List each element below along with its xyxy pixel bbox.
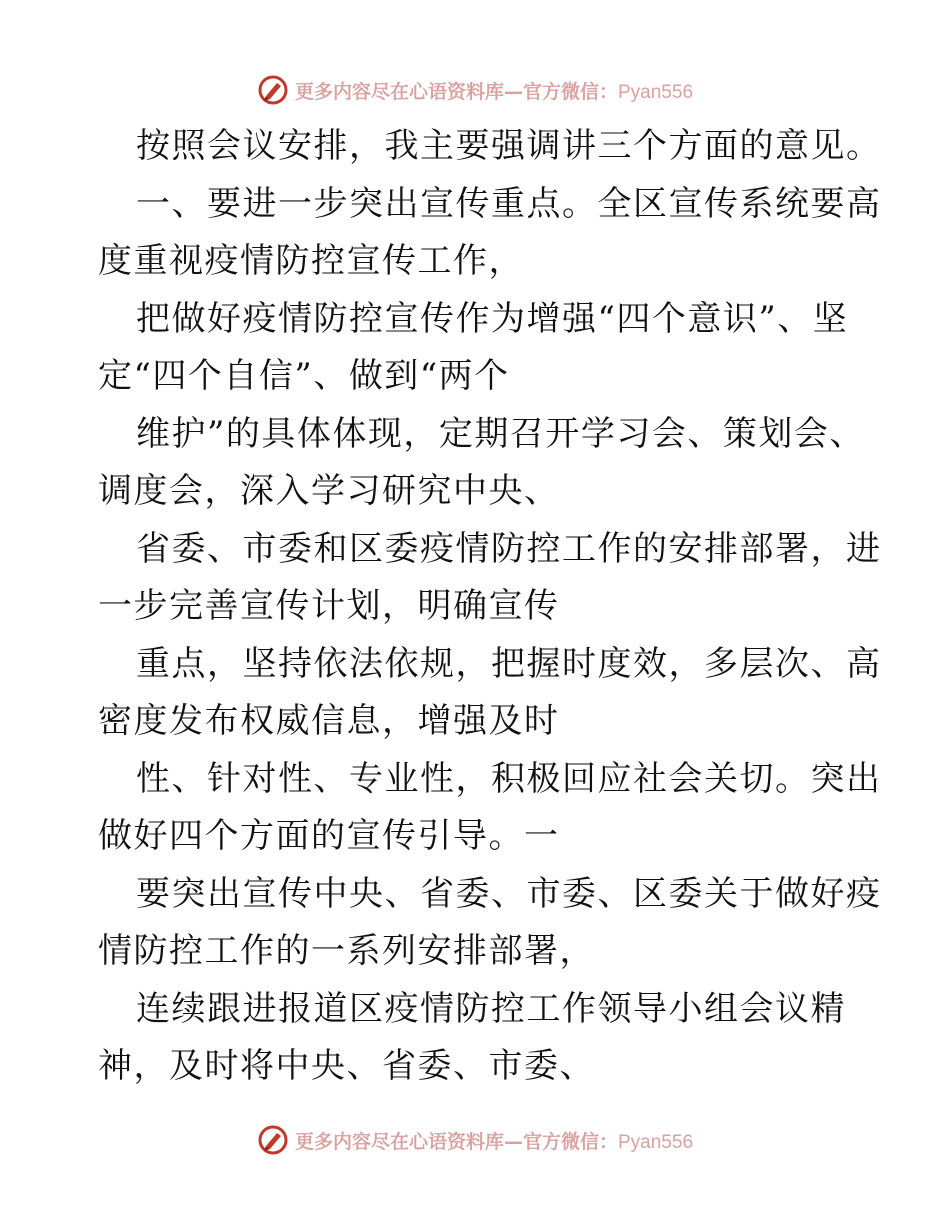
text-line: 密度发布权威信息，增强及时 [98, 701, 560, 741]
text-line: 神，及时将中央、省委、市委、 [98, 1046, 595, 1086]
text-line: 性、针对性、专业性，积极回应社会关切。突出 [136, 758, 882, 799]
header-banner-handle: Pyan556 [618, 81, 694, 103]
text-line: 定“四个自信”、做到“两个 [98, 356, 510, 396]
header-banner [0, 70, 950, 110]
text-line: 按照会议安排，我主要强调讲三个方面的意见。 [136, 126, 882, 166]
text-line: 要突出宣传中央、省委、市委、区委关于做好疫 [136, 873, 882, 914]
footer-banner [0, 1120, 950, 1160]
text-line: 省委、市委和区委疫情防控工作的安排部署，进 [136, 528, 882, 569]
footer-banner-handle: Pyan556 [618, 1131, 694, 1153]
text-line: 维护”的具体体现，定期召开学习会、策划会、 [136, 413, 865, 454]
footer-banner-inner [257, 1124, 693, 1156]
text-line: 重点，坚持依法依规，把握时度效，多层次、高 [136, 643, 882, 684]
text-line: 度重视疫情防控宣传工作， [98, 241, 524, 281]
text-line: 把做好疫情防控宣传作为增强“四个意识”、坚 [136, 298, 849, 339]
document-body [98, 118, 882, 1096]
text-line: 一步完善宣传计划，明确宣传 [98, 586, 560, 626]
header-banner-text: 更多内容尽在心语资料库—官方微信：Pyan556 [294, 80, 694, 103]
text-line: 一、要进一步突出宣传重点。全区宣传系统要高 [136, 183, 882, 224]
header-banner-inner [257, 74, 693, 106]
footer-banner-text: 更多内容尽在心语资料库—官方微信：Pyan556 [294, 1130, 694, 1153]
pen-logo-icon [257, 1124, 289, 1156]
text-line: 做好四个方面的宣传引导。一 [98, 816, 560, 856]
text-line: 调度会，深入学习研究中央、 [98, 471, 560, 511]
text-line: 连续跟进报道区疫情防控工作领导小组会议精 [136, 988, 846, 1029]
pen-logo-icon [257, 74, 289, 106]
text-line: 情防控工作的一系列安排部署， [98, 931, 595, 971]
